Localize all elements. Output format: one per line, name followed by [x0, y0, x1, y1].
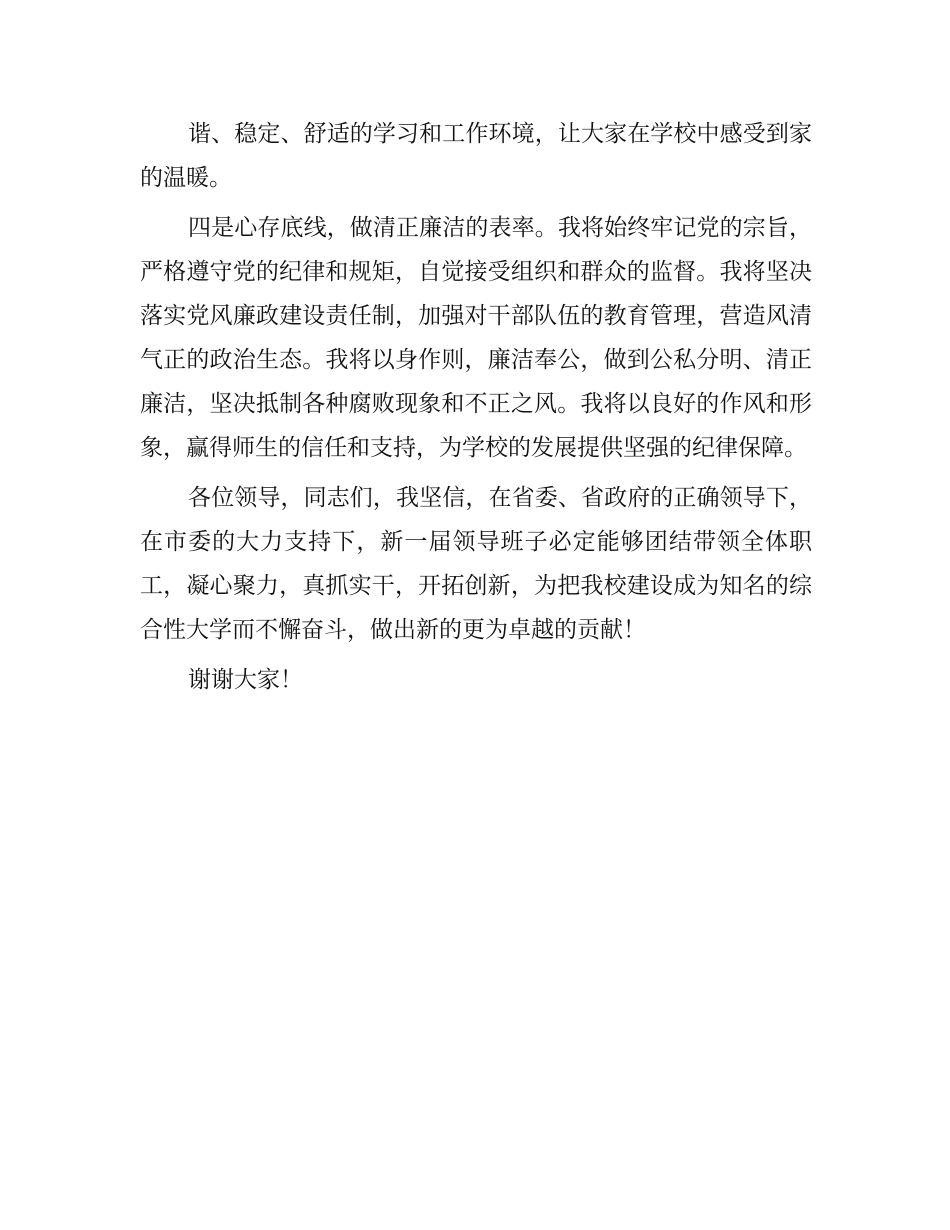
paragraph-integrity: 四是心存底线，做清正廉洁的表率。我将始终牢记党的宗旨，严格遵守党的纪律和规矩，自觉接受组织和群众的监督。我将坚决落实党风廉政建设责任制，加强对干部队伍的教育管理，营造风清气正的政治生态。我将以身作则，廉洁奉公，做到公私分明、清正廉洁，坚决抵制各种腐败现象和不正之风。我将以良好的作风和形象，赢得师生的信任和支持，为学校的发展提供坚强的纪律保障。 [140, 215, 812, 461]
document-body [140, 112, 812, 708]
paragraph-thanks: 谢谢大家！ [188, 667, 303, 693]
paragraph-continuation: 谐、稳定、舒适的学习和工作环境，让大家在学校中感受到家的温暖。 [140, 121, 812, 191]
paragraph-closing: 各位领导，同志们，我坚信，在省委、省政府的正确领导下，在市委的大力支持下，新一届领导班子必定能够团结带领全体职工，凝心聚力，真抓实干，开拓创新，为把我校建设成为知名的综合性大学而不懈奋斗，做出新的更为卓越的贡献！ [140, 485, 812, 643]
